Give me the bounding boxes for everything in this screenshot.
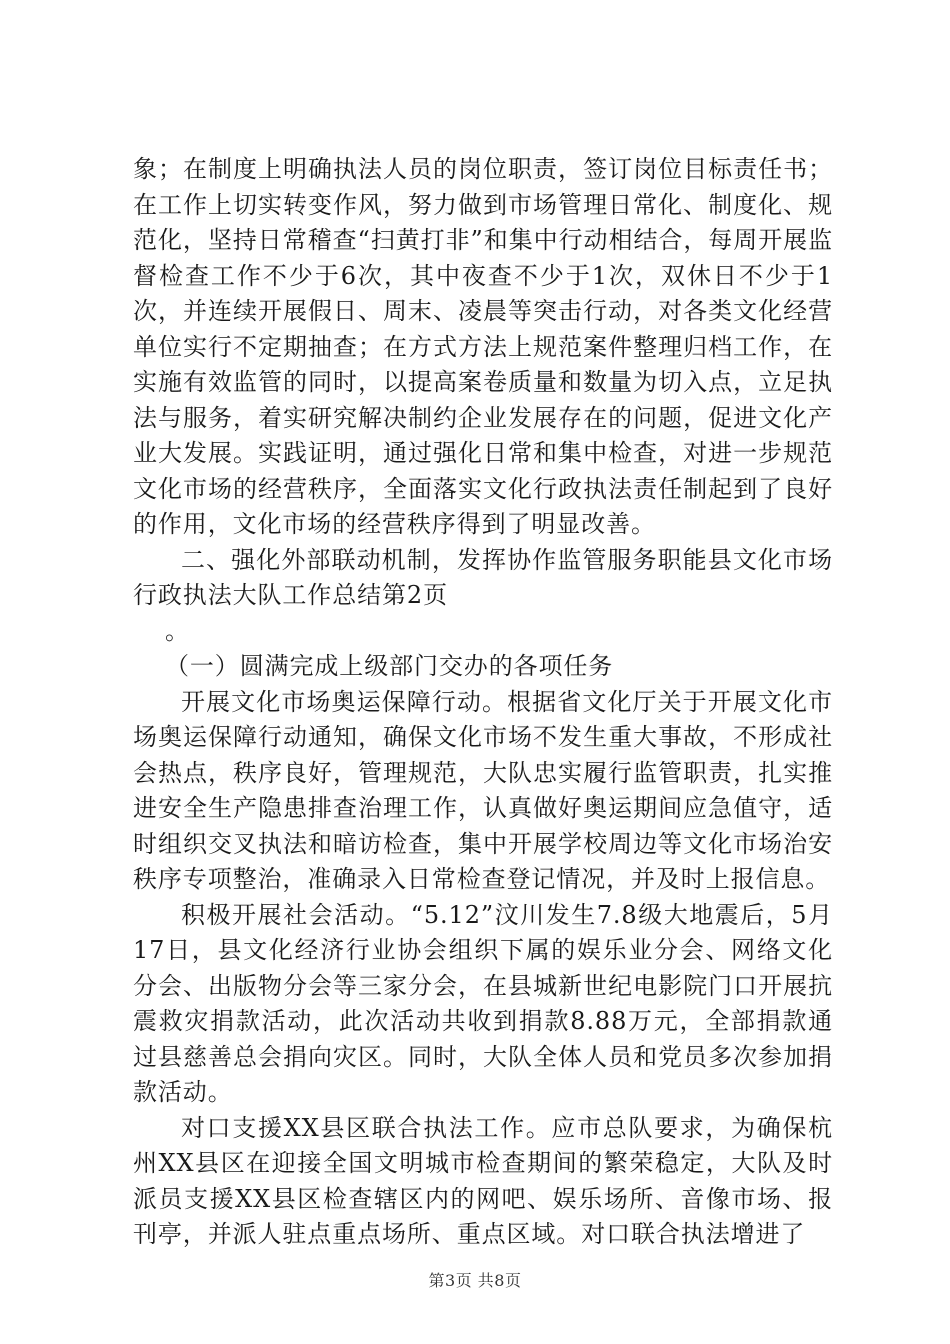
sub-heading-1: （一）圆满完成上级部门交办的各项任务 — [165, 652, 614, 680]
section-heading-2: 二、强化外部联动机制，发挥协作监管服务职能县文化市场行政执法大队工作总结第2页 — [133, 545, 833, 609]
paragraph-olympics: 开展文化市场奥运保障行动。根据省文化厅关于开展文化市场奥运保障行动通知，确保文化市场不发生重大事故，不形成社会热点，秩序良好，管理规范，大队忠实履行监管职责，扎实推进安全生产隐患排查治理工作，认真做好奥运期间应急值守，适时组织交叉执法和暗访检查，集中开展学校周边等文化市场治安秩序专项整治，准确录入日常检查登记情况，并及时上报信息。 — [133, 687, 833, 893]
paragraph-social-activity: 积极开展社会活动。“5.12”汶川发生7.8级大地震后，5月17日，县文化经济行业协会组织下属的娱乐业分会、网络文化分会、出版物分会等三家分会，在县城新世纪电影院门口开展抗震救灾捐款活动，此次活动共收到捐款8.88万元，全部捐款通过县慈善总会捐向灾区。同时，大队全体人员和党员多次参加捐款活动。 — [133, 900, 833, 1106]
stray-period: 。 — [165, 616, 190, 645]
document-body — [133, 152, 833, 1253]
paragraph-joint-enforcement: 对口支援XX县区联合执法工作。应市总队要求，为确保杭州XX县区在迎接全国文明城市检查期间的繁荣稳定，大队及时派员支援XX县区检查辖区内的网吧、娱乐场所、音像市场、报刊亭，并派人驻点重点场所、重点区域。对口联合执法增进了 — [133, 1113, 833, 1248]
page-footer: 第3页 共8页 — [428, 1271, 522, 1290]
paragraph-continuation: 象；在制度上明确执法人员的岗位职责，签订岗位目标责任书；在工作上切实转变作风，努力做到市场管理日常化、制度化、规范化，坚持日常稽查“扫黄打非”和集中行动相结合，每周开展监督检查工作不少于6次，其中夜查不少于1次，双休日不少于1次，并连续开展假日、周末、凌晨等突击行动，对各类文化经营单位实行不定期抽查；在方式方法上规范案件整理归档工作，在实施有效监管的同时，以提高案卷质量和数量为切入点，立足执法与服务，着实研究解决制约企业发展存在的问题，促进文化产业大发展。实践证明，通过强化日常和集中检查，对进一步规范文化市场的经营秩序，全面落实文化行政执法责任制起到了良好的作用，文化市场的经营秩序得到了明显改善。 — [133, 155, 833, 538]
